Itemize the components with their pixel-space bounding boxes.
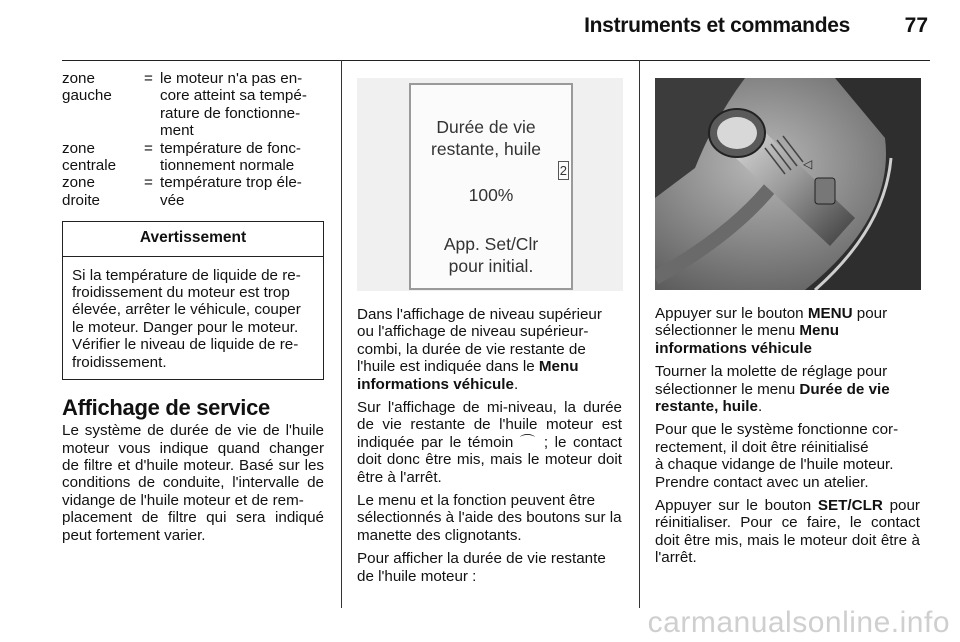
right-column [655,78,920,567]
paragraph-text: . [513,375,519,393]
paragraph: Le menu et la fonction peuvent être sélectionnés à l'aide des boutons sur la manette des clignotants. [357,492,622,544]
paragraph [655,497,920,567]
paragraph-text: Dans l'affichage de niveau supérieur ou l'affichage de niveau supérieur- combi, la durée de vie restante de l'huile est indiquée dans le [357,306,602,376]
paragraph-text: pour réinitialiser. Pour ce faire, le contact doit être mis, mais le moteur doit être à l'arrêt. [655,497,920,567]
definition-row [62,140,324,175]
button-name: SET/CLR [817,497,883,515]
warning-title: Avertissement [63,222,323,256]
middle-column [357,78,622,585]
definition-row [62,174,324,209]
column-divider [639,60,640,608]
definition-description: température trop éle- vée [160,174,302,209]
paragraph-text: Appuyer sur le bouton [655,305,808,322]
warning-box [62,221,324,380]
gear-indicator: 2 [558,161,569,180]
paragraph [655,305,920,357]
paragraph: Pour afficher la durée de vie restante de l'huile moteur : [357,550,606,585]
section-intro: Le système de durée de vie de l'huile moteur vous indique quand changer de filtre et d'huile moteur. Basé sur les conditions de conduite, l'intervalle de vidange de l'huile moteur et de rem- placement de filtre qui sera indiqué peut fortement varier. [62,422,324,544]
definition-equals: = [144,70,153,87]
paragraph-text: Tourner la molette de réglage pour sélectionner le menu [655,363,888,398]
paragraph-text: pour sélectionner le menu [655,305,888,340]
paragraph-text: Appuyer sur le bouton [655,497,818,515]
steering-stalk-illustration [655,78,921,290]
oil-life-display-figure [357,78,623,291]
definition-equals: = [144,174,153,192]
display-value: 100% [468,185,514,205]
paragraph [655,363,920,415]
definition-equals: = [144,139,153,157]
display-hint: App. Set/Clr pour initial. [443,234,539,276]
definition-term: zone centrale [62,139,117,175]
left-column [62,70,324,544]
column-divider [341,60,342,608]
button-name: MENU [807,305,853,322]
paragraph [357,306,622,393]
page-number: 77 [904,14,928,37]
menu-name: Durée de vie restante, huile [655,380,890,416]
warning-text: Si la température de liquide de re- froidissement du moteur est trop élevée, arrêter le véhicule, couper le moteur. Danger pour le moteur. Vérifier le niveau de liquide de re- froidissement. [72,266,301,371]
paragraph: Pour que le système fonctionne cor- rectement, il doit être réinitialisé à chaque vidange de l'huile moteur. Prendre contact avec un atelier. [655,421,899,491]
header-title: Instruments et commandes [584,14,850,37]
paragraph: Sur l'affichage de mi-niveau, la durée de vie restante de l'huile moteur est indiquée par le témoin ⌒ ; le contact doit donc être mis, mais le moteur doit être à l'arrêt. [357,399,622,486]
svg-text:◁: ◁ [803,157,813,171]
watermark: carmanualsonline.info [647,606,950,639]
definition-list [62,70,324,209]
definition-description: température de fonc- tionnement normale [160,139,301,175]
steering-stalk-photo [655,78,921,290]
paragraph-text: . [757,398,763,416]
menu-name: Menu informations véhicule [655,322,840,357]
definition-term: zone droite [62,174,100,209]
header-rule [62,60,930,61]
section-heading: Affichage de service [62,395,270,421]
definition-row [62,70,324,140]
definition-description: le moteur n'a pas en- core atteint sa tempé- rature de fonctionne- ment [160,70,307,140]
menu-name: Menu informations véhicule [357,358,579,393]
definition-term: zone gauche [62,70,112,105]
display-screen [409,83,573,290]
display-title: Durée de vie restante, huile [431,117,541,159]
